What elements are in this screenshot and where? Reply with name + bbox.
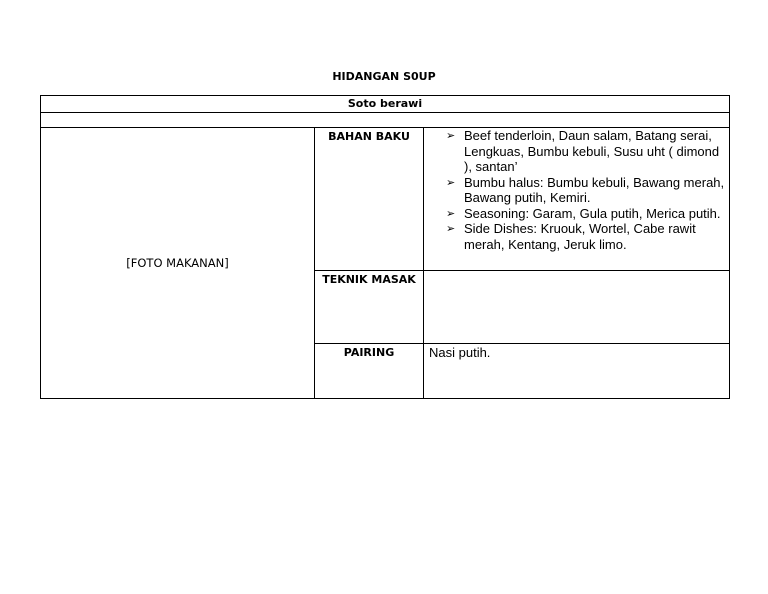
pairing-label: PAIRING <box>315 344 424 399</box>
recipe-table <box>40 95 730 399</box>
arrow-bullet-icon: ➢ <box>446 175 456 189</box>
arrow-bullet-icon: ➢ <box>446 206 456 220</box>
ingredient-text: Side Dishes: Kruouk, Wortel, Cabe rawit merah, Kentang, Jeruk limo. <box>464 221 696 252</box>
arrow-bullet-icon: ➢ <box>446 129 456 142</box>
arrow-bullet-icon: ➢ <box>446 222 456 235</box>
empty-cell <box>41 113 730 128</box>
bahan-baku-row <box>41 128 730 271</box>
teknik-masak-label: TEKNIK MASAK <box>315 271 424 344</box>
ingredient-item <box>446 175 725 206</box>
document-title: HIDANGAN S0UP <box>332 70 436 83</box>
dish-name: Soto berawi <box>41 96 730 113</box>
dish-name-row <box>41 96 730 113</box>
pairing-value: Nasi putih. <box>429 345 491 360</box>
ingredient-item <box>446 206 725 222</box>
ingredient-item <box>446 221 725 252</box>
pairing-content <box>424 344 730 399</box>
teknik-masak-content <box>424 271 730 344</box>
ingredient-text: Bumbu halus: Bumbu kebuli, Bawang merah, Bawang putih, Kemiri. <box>464 174 725 205</box>
ingredient-text: Beef tenderloin, Daun salam, Batang serai, Lengkuas, Bumbu kebuli, Susu uht ( dimond ), santan’ <box>464 128 720 174</box>
photo-placeholder: [FOTO MAKANAN] <box>41 128 315 399</box>
bahan-baku-label: BAHAN BAKU <box>315 128 424 271</box>
ingredient-text: Seasoning: Garam, Gula putih, Merica putih. <box>464 205 721 221</box>
bahan-baku-content <box>424 128 730 271</box>
ingredient-list <box>424 128 729 252</box>
ingredient-item <box>446 128 725 175</box>
spacer-row <box>41 113 730 128</box>
